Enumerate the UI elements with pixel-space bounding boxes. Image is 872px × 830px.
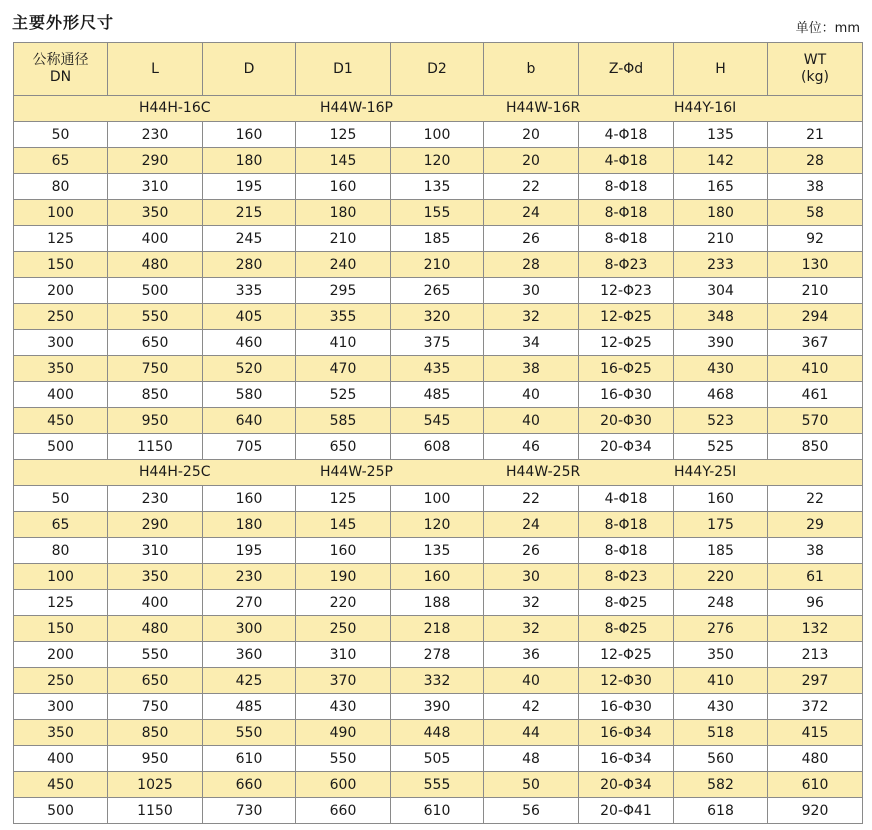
table-cell: 372 xyxy=(768,694,863,720)
table-cell: 40 xyxy=(484,668,579,694)
page-title: 主要外形尺寸 xyxy=(12,13,115,32)
table-cell: 485 xyxy=(391,382,484,408)
table-cell: 100 xyxy=(391,122,484,148)
table-cell: 28 xyxy=(768,148,863,174)
table-cell: 38 xyxy=(768,538,863,564)
column-header: H xyxy=(674,43,768,96)
table-row xyxy=(14,798,863,824)
table-cell: 4-Φ18 xyxy=(579,148,674,174)
table-row xyxy=(14,642,863,668)
table-cell: 21 xyxy=(768,122,863,148)
table-cell: 550 xyxy=(296,746,391,772)
table-cell: 950 xyxy=(108,746,203,772)
table-cell: 430 xyxy=(674,356,768,382)
table-cell: 660 xyxy=(203,772,296,798)
table-cell: 61 xyxy=(768,564,863,590)
table-cell: 608 xyxy=(391,434,484,460)
table-cell: 150 xyxy=(14,616,108,642)
table-cell: 12-Φ25 xyxy=(579,330,674,356)
table-cell: 100 xyxy=(14,200,108,226)
table-cell: 276 xyxy=(674,616,768,642)
table-cell: 160 xyxy=(391,564,484,590)
table-cell: 185 xyxy=(674,538,768,564)
table-cell: 8-Φ25 xyxy=(579,590,674,616)
table-cell: 50 xyxy=(484,772,579,798)
table-cell: 280 xyxy=(203,252,296,278)
series-cell xyxy=(14,96,863,122)
table-cell: 80 xyxy=(14,174,108,200)
table-cell: 265 xyxy=(391,278,484,304)
table-cell: 390 xyxy=(674,330,768,356)
table-cell: 8-Φ18 xyxy=(579,226,674,252)
table-cell: 360 xyxy=(203,642,296,668)
table-cell: 550 xyxy=(108,304,203,330)
table-cell: 390 xyxy=(391,694,484,720)
table-cell: 520 xyxy=(203,356,296,382)
table-cell: 560 xyxy=(674,746,768,772)
table-cell: 425 xyxy=(203,668,296,694)
series-row xyxy=(14,460,863,486)
table-cell: 555 xyxy=(391,772,484,798)
table-cell: 100 xyxy=(391,486,484,512)
table-row xyxy=(14,356,863,382)
table-cell: 175 xyxy=(674,512,768,538)
table-cell: 270 xyxy=(203,590,296,616)
table-row xyxy=(14,616,863,642)
table-row xyxy=(14,590,863,616)
table-cell: 300 xyxy=(14,694,108,720)
table-cell: 32 xyxy=(484,304,579,330)
table-cell: 750 xyxy=(108,356,203,382)
table-cell: 350 xyxy=(14,720,108,746)
table-cell: 367 xyxy=(768,330,863,356)
table-cell: 435 xyxy=(391,356,484,382)
table-cell: 505 xyxy=(391,746,484,772)
table-cell: 32 xyxy=(484,616,579,642)
table-cell: 290 xyxy=(108,512,203,538)
series-label: H44W-25P xyxy=(320,464,393,480)
table-cell: 29 xyxy=(768,512,863,538)
table-cell: 135 xyxy=(391,538,484,564)
table-cell: 210 xyxy=(674,226,768,252)
table-cell: 1150 xyxy=(108,434,203,460)
table-cell: 230 xyxy=(203,564,296,590)
table-row xyxy=(14,382,863,408)
table-cell: 430 xyxy=(674,694,768,720)
table-cell: 450 xyxy=(14,408,108,434)
table-cell: 180 xyxy=(203,512,296,538)
table-cell: 65 xyxy=(14,148,108,174)
table-cell: 660 xyxy=(296,798,391,824)
table-cell: 300 xyxy=(203,616,296,642)
table-cell: 400 xyxy=(108,590,203,616)
table-cell: 400 xyxy=(14,746,108,772)
table-cell: 1150 xyxy=(108,798,203,824)
table-cell: 26 xyxy=(484,538,579,564)
table-cell: 850 xyxy=(768,434,863,460)
table-cell: 448 xyxy=(391,720,484,746)
table-cell: 150 xyxy=(14,252,108,278)
header-row xyxy=(14,43,863,96)
table-cell: 215 xyxy=(203,200,296,226)
column-header: D xyxy=(203,43,296,96)
table-cell: 125 xyxy=(296,486,391,512)
table-cell: 400 xyxy=(108,226,203,252)
table-cell: 20 xyxy=(484,148,579,174)
table-cell: 400 xyxy=(14,382,108,408)
table-cell: 22 xyxy=(768,486,863,512)
table-cell: 1025 xyxy=(108,772,203,798)
table-cell: 450 xyxy=(14,772,108,798)
table-cell: 350 xyxy=(108,564,203,590)
table-cell: 218 xyxy=(391,616,484,642)
table-cell: 24 xyxy=(484,512,579,538)
table-cell: 188 xyxy=(391,590,484,616)
table-cell: 415 xyxy=(768,720,863,746)
table-cell: 58 xyxy=(768,200,863,226)
table-cell: 160 xyxy=(203,486,296,512)
table-cell: 355 xyxy=(296,304,391,330)
table-cell: 335 xyxy=(203,278,296,304)
unit-label: 单位：mm xyxy=(795,21,860,36)
table-cell: 142 xyxy=(674,148,768,174)
table-cell: 4-Φ18 xyxy=(579,486,674,512)
table-cell: 4-Φ18 xyxy=(579,122,674,148)
table-cell: 350 xyxy=(674,642,768,668)
table-cell: 12-Φ25 xyxy=(579,304,674,330)
table-cell: 850 xyxy=(108,720,203,746)
table-row xyxy=(14,174,863,200)
table-row xyxy=(14,226,863,252)
table-row xyxy=(14,434,863,460)
table-cell: 32 xyxy=(484,590,579,616)
table-cell: 480 xyxy=(108,616,203,642)
table-cell: 430 xyxy=(296,694,391,720)
table-cell: 40 xyxy=(484,408,579,434)
table-row xyxy=(14,668,863,694)
table-cell: 523 xyxy=(674,408,768,434)
table-cell: 20-Φ34 xyxy=(579,772,674,798)
table-cell: 750 xyxy=(108,694,203,720)
table-cell: 550 xyxy=(108,642,203,668)
dimensions-table xyxy=(13,42,863,824)
table-cell: 180 xyxy=(674,200,768,226)
table-cell: 500 xyxy=(14,434,108,460)
table-cell: 24 xyxy=(484,200,579,226)
column-header: Z-Φd xyxy=(579,43,674,96)
table-cell: 461 xyxy=(768,382,863,408)
table-row xyxy=(14,486,863,512)
table-cell: 20-Φ41 xyxy=(579,798,674,824)
series-cell xyxy=(14,460,863,486)
table-cell: 80 xyxy=(14,538,108,564)
table-cell: 190 xyxy=(296,564,391,590)
table-cell: 38 xyxy=(484,356,579,382)
table-cell: 210 xyxy=(391,252,484,278)
table-cell: 165 xyxy=(674,174,768,200)
table-cell: 56 xyxy=(484,798,579,824)
table-row xyxy=(14,252,863,278)
table-cell: 610 xyxy=(768,772,863,798)
table-cell: 250 xyxy=(296,616,391,642)
table-cell: 8-Φ18 xyxy=(579,200,674,226)
table-cell: 705 xyxy=(203,434,296,460)
table-cell: 40 xyxy=(484,382,579,408)
series-label: H44W-16R xyxy=(506,100,581,116)
table-cell: 610 xyxy=(391,798,484,824)
table-cell: 132 xyxy=(768,616,863,642)
table-cell: 570 xyxy=(768,408,863,434)
table-row xyxy=(14,122,863,148)
column-header: WT (kg) xyxy=(768,43,863,96)
table-cell: 525 xyxy=(674,434,768,460)
table-cell: 20-Φ30 xyxy=(579,408,674,434)
table-cell: 125 xyxy=(14,226,108,252)
table-cell: 350 xyxy=(14,356,108,382)
table-cell: 600 xyxy=(296,772,391,798)
table-cell: 650 xyxy=(108,330,203,356)
table-cell: 155 xyxy=(391,200,484,226)
table-cell: 28 xyxy=(484,252,579,278)
table-cell: 250 xyxy=(14,668,108,694)
table-cell: 160 xyxy=(674,486,768,512)
table-cell: 34 xyxy=(484,330,579,356)
table-cell: 230 xyxy=(108,486,203,512)
column-header: D2 xyxy=(391,43,484,96)
table-cell: 518 xyxy=(674,720,768,746)
table-cell: 310 xyxy=(108,174,203,200)
table-row xyxy=(14,330,863,356)
table-row xyxy=(14,720,863,746)
table-cell: 730 xyxy=(203,798,296,824)
series-label: H44Y-25I xyxy=(674,464,737,480)
table-cell: 230 xyxy=(108,122,203,148)
table-cell: 500 xyxy=(14,798,108,824)
table-cell: 468 xyxy=(674,382,768,408)
table-row xyxy=(14,538,863,564)
table-cell: 920 xyxy=(768,798,863,824)
table-cell: 36 xyxy=(484,642,579,668)
table-cell: 8-Φ23 xyxy=(579,564,674,590)
table-cell: 120 xyxy=(391,148,484,174)
table-cell: 220 xyxy=(674,564,768,590)
table-row xyxy=(14,200,863,226)
table-cell: 348 xyxy=(674,304,768,330)
table-cell: 310 xyxy=(296,642,391,668)
table-cell: 195 xyxy=(203,174,296,200)
column-header: L xyxy=(108,43,203,96)
table-cell: 485 xyxy=(203,694,296,720)
table-cell: 500 xyxy=(108,278,203,304)
table-cell: 38 xyxy=(768,174,863,200)
column-header: b xyxy=(484,43,579,96)
table-cell: 22 xyxy=(484,486,579,512)
table-row xyxy=(14,694,863,720)
table-cell: 210 xyxy=(768,278,863,304)
table-cell: 545 xyxy=(391,408,484,434)
table-cell: 410 xyxy=(296,330,391,356)
table-cell: 618 xyxy=(674,798,768,824)
table-cell: 145 xyxy=(296,512,391,538)
table-cell: 480 xyxy=(768,746,863,772)
table-cell: 30 xyxy=(484,278,579,304)
table-cell: 26 xyxy=(484,226,579,252)
table-cell: 294 xyxy=(768,304,863,330)
table-cell: 582 xyxy=(674,772,768,798)
table-cell: 22 xyxy=(484,174,579,200)
table-cell: 16-Φ34 xyxy=(579,720,674,746)
table-cell: 50 xyxy=(14,122,108,148)
table-cell: 44 xyxy=(484,720,579,746)
series-row xyxy=(14,96,863,122)
table-cell: 125 xyxy=(296,122,391,148)
table-header xyxy=(14,43,863,96)
table-cell: 8-Φ18 xyxy=(579,512,674,538)
table-cell: 650 xyxy=(108,668,203,694)
table-cell: 16-Φ34 xyxy=(579,746,674,772)
table-cell: 200 xyxy=(14,642,108,668)
series-label: H44H-16C xyxy=(139,100,211,116)
table-cell: 332 xyxy=(391,668,484,694)
table-cell: 580 xyxy=(203,382,296,408)
table-cell: 8-Φ25 xyxy=(579,616,674,642)
table-cell: 135 xyxy=(674,122,768,148)
series-label: H44W-25R xyxy=(506,464,581,480)
table-cell: 145 xyxy=(296,148,391,174)
table-cell: 245 xyxy=(203,226,296,252)
table-cell: 20-Φ34 xyxy=(579,434,674,460)
column-header: 公称通径 DN xyxy=(14,43,108,96)
table-row xyxy=(14,512,863,538)
series-label: H44H-25C xyxy=(139,464,211,480)
table-cell: 160 xyxy=(203,122,296,148)
table-cell: 410 xyxy=(674,668,768,694)
table-row xyxy=(14,278,863,304)
table-cell: 12-Φ25 xyxy=(579,642,674,668)
table-cell: 30 xyxy=(484,564,579,590)
table-cell: 200 xyxy=(14,278,108,304)
table-cell: 405 xyxy=(203,304,296,330)
table-cell: 610 xyxy=(203,746,296,772)
table-row xyxy=(14,746,863,772)
table-cell: 180 xyxy=(296,200,391,226)
table-cell: 410 xyxy=(768,356,863,382)
table-cell: 65 xyxy=(14,512,108,538)
table-cell: 470 xyxy=(296,356,391,382)
table-row xyxy=(14,408,863,434)
table-cell: 290 xyxy=(108,148,203,174)
table-cell: 850 xyxy=(108,382,203,408)
table-cell: 12-Φ23 xyxy=(579,278,674,304)
table-cell: 300 xyxy=(14,330,108,356)
table-cell: 650 xyxy=(296,434,391,460)
table-cell: 950 xyxy=(108,408,203,434)
table-cell: 42 xyxy=(484,694,579,720)
table-cell: 297 xyxy=(768,668,863,694)
table-cell: 50 xyxy=(14,486,108,512)
table-cell: 480 xyxy=(108,252,203,278)
table-cell: 100 xyxy=(14,564,108,590)
table-cell: 375 xyxy=(391,330,484,356)
table-cell: 92 xyxy=(768,226,863,252)
table-cell: 490 xyxy=(296,720,391,746)
table-cell: 20 xyxy=(484,122,579,148)
table-cell: 310 xyxy=(108,538,203,564)
table-cell: 233 xyxy=(674,252,768,278)
table-cell: 12-Φ30 xyxy=(579,668,674,694)
column-header: D1 xyxy=(296,43,391,96)
table-cell: 135 xyxy=(391,174,484,200)
table-cell: 585 xyxy=(296,408,391,434)
table-cell: 320 xyxy=(391,304,484,330)
table-cell: 525 xyxy=(296,382,391,408)
table-cell: 550 xyxy=(203,720,296,746)
table-cell: 8-Φ23 xyxy=(579,252,674,278)
table-body xyxy=(14,96,863,824)
table-cell: 185 xyxy=(391,226,484,252)
table-cell: 96 xyxy=(768,590,863,616)
table-cell: 8-Φ18 xyxy=(579,538,674,564)
table-cell: 210 xyxy=(296,226,391,252)
table-cell: 278 xyxy=(391,642,484,668)
table-cell: 160 xyxy=(296,174,391,200)
table-row xyxy=(14,148,863,174)
table-cell: 295 xyxy=(296,278,391,304)
table-row xyxy=(14,772,863,798)
table-cell: 8-Φ18 xyxy=(579,174,674,200)
table-cell: 46 xyxy=(484,434,579,460)
table-row xyxy=(14,564,863,590)
table-cell: 120 xyxy=(391,512,484,538)
table-row xyxy=(14,304,863,330)
table-cell: 640 xyxy=(203,408,296,434)
table-cell: 160 xyxy=(296,538,391,564)
table-cell: 220 xyxy=(296,590,391,616)
table-cell: 195 xyxy=(203,538,296,564)
table-cell: 350 xyxy=(108,200,203,226)
table-cell: 125 xyxy=(14,590,108,616)
table-cell: 130 xyxy=(768,252,863,278)
series-label: H44Y-16I xyxy=(674,100,737,116)
table-cell: 213 xyxy=(768,642,863,668)
table-cell: 250 xyxy=(14,304,108,330)
series-label: H44W-16P xyxy=(320,100,393,116)
table-cell: 16-Φ25 xyxy=(579,356,674,382)
table-cell: 304 xyxy=(674,278,768,304)
table-cell: 16-Φ30 xyxy=(579,694,674,720)
table-cell: 180 xyxy=(203,148,296,174)
table-cell: 16-Φ30 xyxy=(579,382,674,408)
table-cell: 248 xyxy=(674,590,768,616)
table-cell: 240 xyxy=(296,252,391,278)
table-cell: 460 xyxy=(203,330,296,356)
table-cell: 48 xyxy=(484,746,579,772)
table-cell: 370 xyxy=(296,668,391,694)
